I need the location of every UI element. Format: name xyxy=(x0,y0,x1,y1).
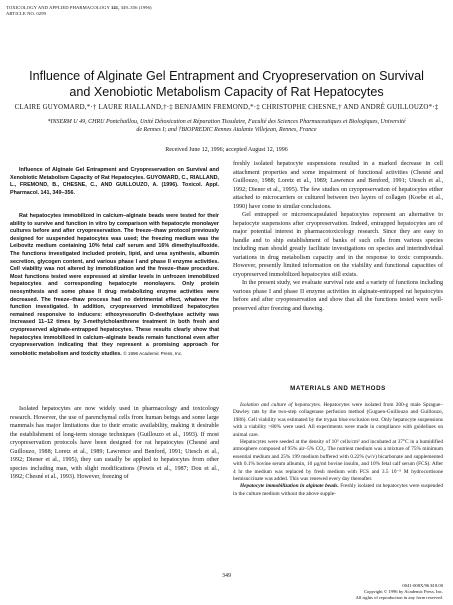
page-number: 349 xyxy=(222,573,231,579)
author-list: CLAIRE GUYOMARD,*·† LAURE RIALLAND,†·‡ BENJAMIN FREMOND,*·‡ CHRISTOPHE CHESNE,† AND ANDRÉ GUILLOUZO*·‡ xyxy=(14,104,439,111)
intro-paragraph-2: freshly isolated hepatocyte suspensions resulted in a marked decrease in cell attachment properties and some impairment of functional activities (Chesné and Guillouzo, 1988; Loretz et al., 1989; Lawrence and Benford, 1991; Utesch et al., 1992; Diener et al., 1995). The few studies on cryopreservation of hepatocytes either attached to microcarriers or cultured between two layers of collagen (Koebe et al., 1990) have come to similar conclusions. xyxy=(233,161,443,210)
affiliations xyxy=(20,118,433,134)
methods-paragraph-1 xyxy=(233,402,443,439)
journal-volume: 141, xyxy=(111,5,120,10)
intro-paragraph-4: In the present study, we evaluate survival rate and a variety of functions including various phase I and phase II enzyme activities in alginate-entrapped rat hepatocytes before and after cryopreservation and show that all the functions tested were well-preserved after freezing and thawing. xyxy=(233,280,443,312)
abstract-copyright: © 1996 Academic Press, Inc. xyxy=(123,350,183,356)
journal-pages: 349–356 (1996) xyxy=(120,5,152,10)
abstract-text: Rat hepatocytes immobilized in calcium–alginate beads were tested for their ability to survive and function in vitro by comparison with hepatocyte monolayer cultures before and after cryopreservation. The freeze–thaw protocol previously designed for suspended hepatocytes was used; the freezing medium was the Leibovitz medium containing 10% fetal calf serum and 16% dimethylsulfoxide. The functions investigated included protein, lipid, and urea synthesis, albumin secretion, glycogen content, and various phase I and phase II enzyme activities. Cell viability was not altered by immobilization and the freeze–thaw procedure. Most functions tested were expressed at similar levels in unfrozen immobilized hepatocytes and corresponding hepatocyte monolayers. Only protein neosynthesis and some phase II drug metabolizing enzyme activities were decreased. The freeze–thaw process had no detrimental effect, whatever the function investigated. In addition, cryopreserved immobilized hepatocytes remained responsive to inducers: ethoxyresorufin O-deethylase activity was increased 11–12 times by 3-methylcholanthrene treatment in both fresh and cryopreserved alginate-entrapped hepatocytes. These results clearly show that hepatocytes immobilized in calcium–alginate beads remain functional even after cryopreservation indicating that they represent a promising approach for xenobiotic metabolism and toxicity studies. xyxy=(10,213,219,357)
methods-text-3: Freshly isolated rat hepatocytes were suspended in the culture medium without the above supple- xyxy=(233,483,443,497)
intro-right-column xyxy=(233,160,443,313)
copyright-block xyxy=(355,583,443,600)
title-line-1: Influence of Alginate Gel Entrapment and Cryopreservation on Survival xyxy=(29,69,424,83)
methods-paragraph-2 xyxy=(233,439,443,483)
abstract-citation xyxy=(10,167,219,197)
methods-paragraph-3 xyxy=(233,483,443,498)
abstract xyxy=(10,213,219,358)
abstract-citation-text: Influence of Alginate Gel Entrapment and Cryopreservation on Survival and Xenobiotic Metabolism Capacity of Rat Hepatocytes. GUYOMARD, C., RIALLAND, L., FREMOND, B., CHESNE, C., AND GUILLOUZO, A. (1996). Toxicol. Appl. Pharmacol. 141, 349–356. xyxy=(10,167,219,196)
intro-left-column xyxy=(10,405,219,482)
section-heading: MATERIALS AND METHODS xyxy=(290,385,386,392)
journal-header xyxy=(6,5,152,17)
affiliation-line-2: de Rennes I; and †BIOPREDIC Rennes Atalante Villejean, Rennes, France xyxy=(136,127,317,133)
journal-name: TOXICOLOGY AND APPLIED PHARMACOLOGY xyxy=(6,5,110,10)
methods-subhead-3: Hepatocyte immobilization in alginate beads. xyxy=(240,483,339,490)
received-dates: Received June 12, 1996; accepted August 12, 1996 xyxy=(165,147,288,153)
copyright-line-1: 0041-008X/96 $18.00 xyxy=(402,583,443,588)
intro-paragraph-3: Gel entrapped or microencapsulated hepatocytes represent an alternative to hepatocyte suspensions after cryopreservation. Indeed, entrapped hepatocytes are of major potential interest in pharmacotoxicology research. Since they are easy to handle and to ship establishment of banks of such cells from various species including man should greatly facilitate investigations on species and interindividual variations in drug metabolism capacity and in the response to toxic compounds. However, presently limited information on the viability and functional capacities of cryopreserved immobilized hepatocytes still exists. xyxy=(233,212,443,278)
methods-text-1: Hepatocytes were isolated from 200-g male Sprague–Dawley rats by the two-step collagenase perfusion method (Guguen-Guillouzo and Guillouzo, 1986). Cell viability was estimated by the trypan blue exclusion test. Only hepatocyte suspensions with a viability >80% were used. All experiments were made in compliance with guidelines on animal care. xyxy=(233,402,443,438)
affiliation-line-1: *INSERM U 49, CHRU Pontchaillou, Unité Détoxication et Réparation Tissulaire, Faculté des Sciences Pharmaceutiques et Biologiques, Université xyxy=(47,119,406,125)
article-number: ARTICLE NO. 0299 xyxy=(6,11,46,16)
methods-text xyxy=(233,402,443,498)
copyright-line-3: All rights of reproduction in any form reserved. xyxy=(355,594,443,600)
copyright-line-2: Copyright © 1996 by Academic Press, Inc. xyxy=(363,588,443,594)
methods-subhead-1: Isolation and culture of hepatocytes. xyxy=(240,402,322,408)
methods-text-2: Hepatocytes were seeded at the density of 10⁵ cells/cm² and incubated at 37°C in a humidified atmosphere composed of 95% air–5% CO₂. The nutrient medium was a mixture of 75% minimum essential medium and 25% 199 medium buffered with 0.22% (w/v) bicarbonate and supplemented with 0.1% bovine serum albumin, 10 µg/ml bovine insulin, and 10% fetal calf serum (FCS). After 4 hr the medium was replaced by fresh medium with FCS and 3.5 10⁻⁵ M hydrocortisone hemisuccinate was added. This was renewed every day thereafter. xyxy=(233,439,443,483)
intro-paragraph-1: Isolated hepatocytes are now widely used in pharmacology and toxicology research. However, the use of parenchymal cells from human beings and some large mammals has major limitations due to their erratic availability, making it desirable the establishment of long-term storage techniques (Guillouzo et al., 1993). If most cryopreservation protocols have been designed for rat hepatocytes (Chesné and Guillouzo, 1988; Loretz et al., 1989; Lawrence and Benford, 1991; Utesch et al., 1992; Diener et al., 1995), they can usually be applied to hepatocytes from other species including man, with slight modifications (Powis et al., 1987; Dou et al., 1992; Chesné et al., 1993). However, freezing of xyxy=(10,406,219,480)
title-line-2: and Xenobiotic Metabolism Capacity of Rat Hepatocytes xyxy=(69,85,384,99)
article-title xyxy=(20,68,433,100)
